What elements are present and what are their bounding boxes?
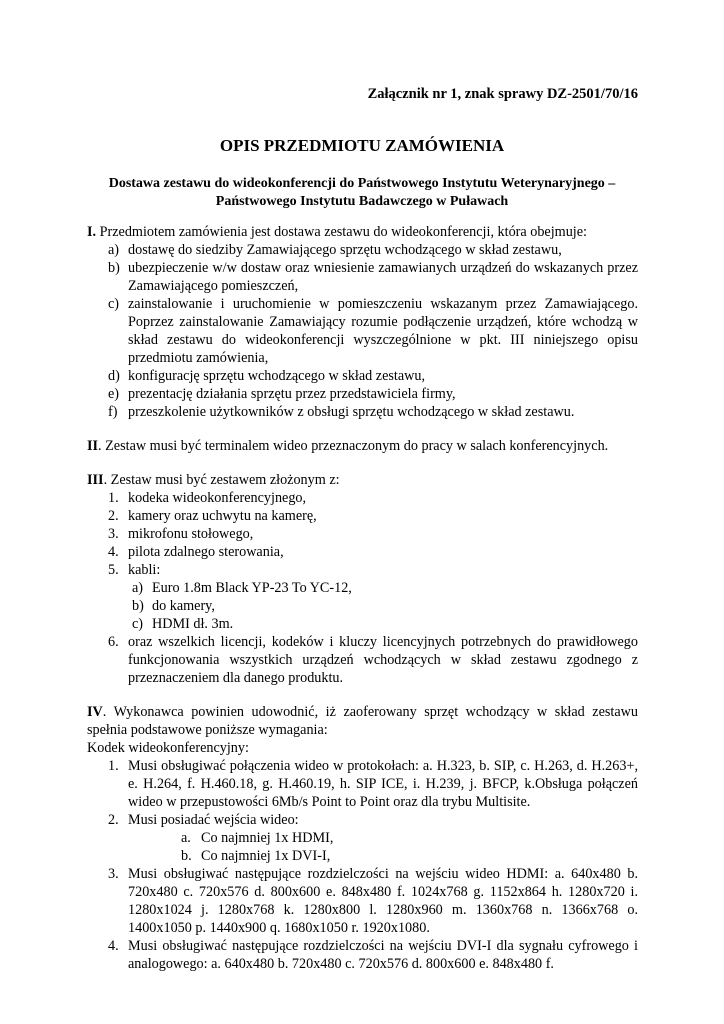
subtitle-line: Państwowego Instytutu Badawczego w Puławach <box>215 194 509 209</box>
list-text: mikrofonu stołowego, <box>128 526 254 542</box>
section-4 <box>87 703 638 973</box>
list-marker: d) <box>108 368 120 384</box>
list-item <box>87 543 638 561</box>
list-item <box>87 403 638 421</box>
section-2 <box>87 437 638 455</box>
list-item <box>87 757 638 811</box>
list-marker: 1. <box>108 490 119 506</box>
list-item <box>87 579 638 597</box>
list-item <box>87 811 638 829</box>
list-text: przeszkolenie użytkowników z obsługi sprzętu wchodzącego w skład zestawu. <box>128 404 575 420</box>
list-text: Co najmniej 1x DVI-I, <box>201 848 331 864</box>
section-number: IV <box>87 704 103 720</box>
section-text: . Zestaw musi być zestawem złożonym z: <box>103 472 340 488</box>
section-number: II <box>87 438 99 454</box>
list-item <box>87 937 638 973</box>
list-item <box>87 633 638 687</box>
document-subtitle <box>90 175 634 211</box>
list-marker: 6. <box>108 634 119 650</box>
list-text: Musi obsługiwać połączenia wideo w protokołach: a. H.323, b. SIP, c. H.263, d. H.263+, e. H.264, f. H.460.18, g. H.460.19, h. SIP ICE, i. H.239, j. BFCP, k.Obsługa połączeń wideo w przepustowości 6Mb/s Point to Point oraz dla trybu Multisite. <box>128 758 638 810</box>
section-4-intro <box>87 703 638 739</box>
list-marker: b) <box>132 598 144 614</box>
list-marker: f) <box>108 404 118 420</box>
cables-list <box>87 579 638 633</box>
list-text: zainstalowanie i uruchomienie w pomieszczeniu wskazanym przez Zamawiającego. Poprzez zainstalowanie Zamawiający rozumie podłączenie urządzeń, które wchodzą w skład zestawu do wideokonferencji wyszczególnione w pkt. III niniejszego opisu przedmiotu zamówienia, <box>128 296 638 366</box>
list-item <box>87 259 638 295</box>
list-marker: 2. <box>108 508 119 524</box>
list-marker: 4. <box>108 544 119 560</box>
section-3-list-cont <box>87 633 638 687</box>
section-text: . Zestaw musi być terminalem wideo przeznaczonym do pracy w salach konferencyjnych. <box>98 438 609 454</box>
list-item <box>87 847 638 865</box>
list-text: Musi obsługiwać następujące rozdzielczości na wejściu DVI-I dla sygnału cyfrowego i analogowego: a. 640x480 b. 720x480 c. 720x576 d. 800x600 e. 848x480 f. <box>128 938 638 972</box>
list-text: konfigurację sprzętu wchodzącego w skład zestawu, <box>128 368 426 384</box>
list-marker: a) <box>108 242 120 258</box>
list-item <box>87 597 638 615</box>
list-text: prezentację działania sprzętu przez przedstawiciela firmy, <box>128 386 456 402</box>
list-text: Co najmniej 1x HDMI, <box>201 830 334 846</box>
list-item <box>87 507 638 525</box>
document-title: OPIS PRZEDMIOTU ZAMÓWIENIA <box>219 136 505 155</box>
list-marker: 3. <box>108 866 119 882</box>
list-marker: b. <box>181 848 192 864</box>
list-item <box>87 489 638 507</box>
list-text: kabli: <box>128 562 161 578</box>
list-text: dostawę do siedziby Zamawiającego sprzętu wchodzącego w skład zestawu, <box>128 242 562 258</box>
list-item <box>87 561 638 579</box>
list-item <box>87 525 638 543</box>
list-text: do kamery, <box>152 598 215 614</box>
list-item <box>87 615 638 633</box>
list-text: Musi obsługiwać następujące rozdzielczości na wejściu wideo HDMI: a. 640x480 b. 720x480 c. 720x576 d. 800x600 e. 848x480 f. 1024x768 g. 1152x864 h. 1280x720 i. 1280x1024 j. 1280x768 k. 1280x800 l. 1280x960 m. 1360x768 n. 1366x768 o. 1400x1050 p. 1440x900 q. 1680x1050 r. 1920x1080. <box>128 866 638 936</box>
section-text: Przedmiotem zamówienia jest dostawa zestawu do wideokonferencji, która obejmuje: <box>96 224 587 240</box>
list-item <box>87 241 638 259</box>
section-4-list-cont <box>87 865 638 973</box>
section-2-text <box>87 437 638 455</box>
section-4-subheading: Kodek wideokonferencyjny: <box>87 740 249 756</box>
list-marker: a) <box>132 580 144 596</box>
list-text: oraz wszelkich licencji, kodeków i kluczy licencyjnych potrzebnych do prawidłowego funkcjonowania wszystkich urządzeń wchodzących w skład zestawu zgodnego z przeznaczeniem dla danego produktu. <box>128 634 638 686</box>
section-number: I. <box>87 224 97 240</box>
list-text: kodeka wideokonferencyjnego, <box>128 490 307 506</box>
section-text: . Wykonawca powinien udowodnić, iż zaoferowany sprzęt wchodzący w skład zestawu spełnia podstawowe poniższe wymagania: <box>87 704 638 738</box>
section-4-list <box>87 757 638 829</box>
list-item <box>87 865 638 937</box>
list-text: kamery oraz uchwytu na kamerę, <box>128 508 317 524</box>
list-text: ubezpieczenie w/w dostaw oraz wniesienie zamawianych urządzeń do wskazanych przez Zamawiającego pomieszczeń, <box>128 260 638 294</box>
list-marker: 4. <box>108 938 119 954</box>
list-marker: c) <box>132 616 144 632</box>
list-item <box>87 295 638 367</box>
subtitle-line: Dostawa zestawu do wideokonferencji do Państwowego Instytutu Weterynaryjnego – <box>108 176 616 191</box>
section-3 <box>87 471 638 687</box>
section-1-intro <box>87 223 638 241</box>
video-inputs-list <box>87 829 638 865</box>
list-marker: 1. <box>108 758 119 774</box>
attachment-reference: Załącznik nr 1, znak sprawy DZ-2501/70/16 <box>367 86 638 102</box>
list-marker: 5. <box>108 562 119 578</box>
list-marker: a. <box>181 830 191 846</box>
list-item <box>87 385 638 403</box>
section-1 <box>87 223 638 421</box>
list-text: Musi posiadać wejścia wideo: <box>128 812 299 828</box>
section-3-list <box>87 489 638 579</box>
list-text: pilota zdalnego sterowania, <box>128 544 284 560</box>
list-item <box>87 367 638 385</box>
list-text: Euro 1.8m Black YP-23 To YC-12, <box>152 580 352 596</box>
list-text: HDMI dł. 3m. <box>152 616 234 632</box>
list-marker: e) <box>108 386 120 402</box>
section-number: III <box>87 472 104 488</box>
list-marker: c) <box>108 296 120 312</box>
list-item <box>87 829 638 847</box>
list-marker: 3. <box>108 526 119 542</box>
section-3-intro <box>87 471 638 489</box>
list-marker: 2. <box>108 812 119 828</box>
list-marker: b) <box>108 260 120 276</box>
document-body <box>87 223 638 973</box>
section-1-list <box>87 241 638 421</box>
